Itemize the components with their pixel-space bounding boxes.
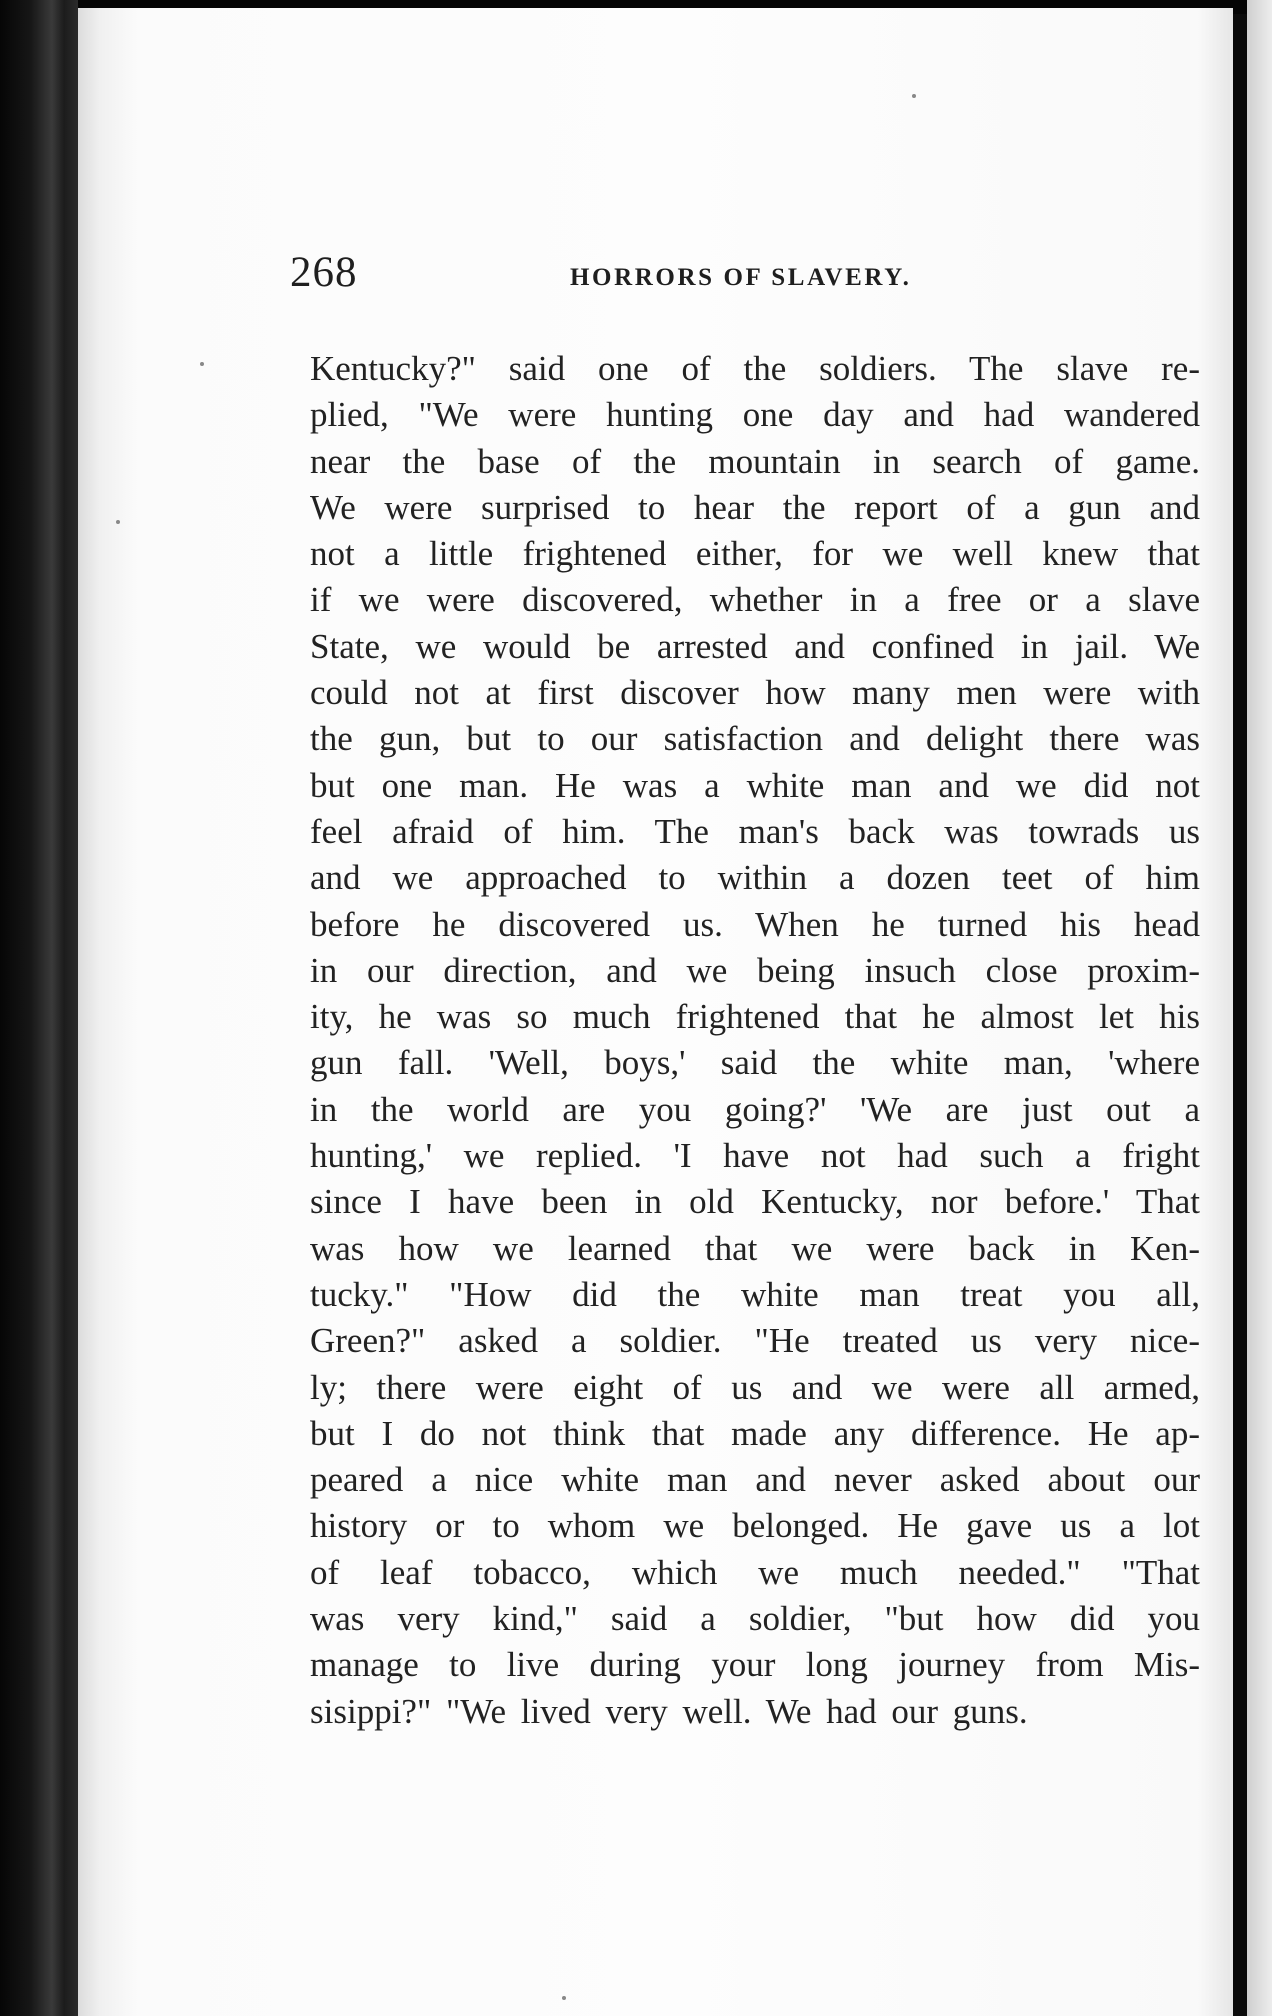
body-text [310, 346, 1200, 1735]
text-line: and we approached to within a dozen teet of him [310, 858, 1200, 898]
text-line: not a little frightened either, for we well knew that [310, 534, 1200, 574]
text-line: Kentucky?" said one of the soldiers. The slave re- [310, 349, 1200, 388]
text-line: ity, he was so much frightened that he almost let his [310, 997, 1200, 1037]
paper-speck [116, 520, 120, 524]
text-line: We were surprised to hear the report of a gun and [310, 487, 1200, 527]
text-line: hunting,' we replied. 'I have not had such a fright [310, 1136, 1200, 1176]
text-line: near the base of the mountain in search of game. [310, 441, 1200, 481]
text-line: Green?" asked a soldier. "He treated us very nice- [310, 1321, 1200, 1361]
text-line: but I do not think that made any difference. He ap- [310, 1413, 1200, 1453]
next-page-edge [1247, 0, 1272, 2016]
text-line: tucky." "How did the white man treat you all, [310, 1274, 1200, 1314]
text-line: was how we learned that we were back in Ken- [310, 1228, 1200, 1268]
text-line: gun fall. 'Well, boys,' said the white man, 'where [310, 1043, 1200, 1083]
paper-speck [562, 1996, 566, 2000]
text-line: the gun, but to our satisfaction and delight there was [310, 719, 1200, 759]
text-line: of leaf tobacco, which we much needed." "That [310, 1552, 1200, 1592]
text-line: before he discovered us. When he turned his head [310, 904, 1200, 944]
text-line: plied, "We were hunting one day and had wandered [310, 395, 1200, 435]
text-line: history or to whom we belonged. He gave us a lot [310, 1506, 1200, 1546]
book-binding-edge [0, 0, 78, 2016]
page-number: 268 [290, 249, 358, 296]
text-line: manage to live during your long journey from Mis- [310, 1645, 1200, 1685]
running-head: HORRORS OF SLAVERY. [570, 264, 912, 291]
text-line: peared a nice white man and never asked about our [310, 1460, 1200, 1500]
text-line: since I have been in old Kentucky, nor before.' That [310, 1182, 1200, 1222]
text-line: was very kind," said a soldier, "but how did you [310, 1599, 1200, 1639]
text-line: could not at first discover how many men were with [310, 673, 1200, 713]
page-gutter-shadow [1233, 30, 1247, 1990]
text-line: if we were discovered, whether in a free or a slave [310, 580, 1200, 620]
text-line: in the world are you going?' 'We are just out a [310, 1089, 1200, 1129]
text-line: in our direction, and we being insuch close proxim- [310, 950, 1200, 990]
paper-speck [200, 362, 204, 366]
text-line: feel afraid of him. The man's back was towrads us [310, 811, 1200, 851]
text-line: sisippi?" "We lived very well. We had our guns. [310, 1691, 1028, 1731]
paper-speck [912, 94, 916, 98]
text-line: but one man. He was a white man and we did not [310, 765, 1200, 805]
text-line: State, we would be arrested and confined in jail. We [310, 626, 1200, 666]
text-line: ly; there were eight of us and we were all armed, [310, 1367, 1200, 1407]
page-header [290, 248, 1190, 308]
